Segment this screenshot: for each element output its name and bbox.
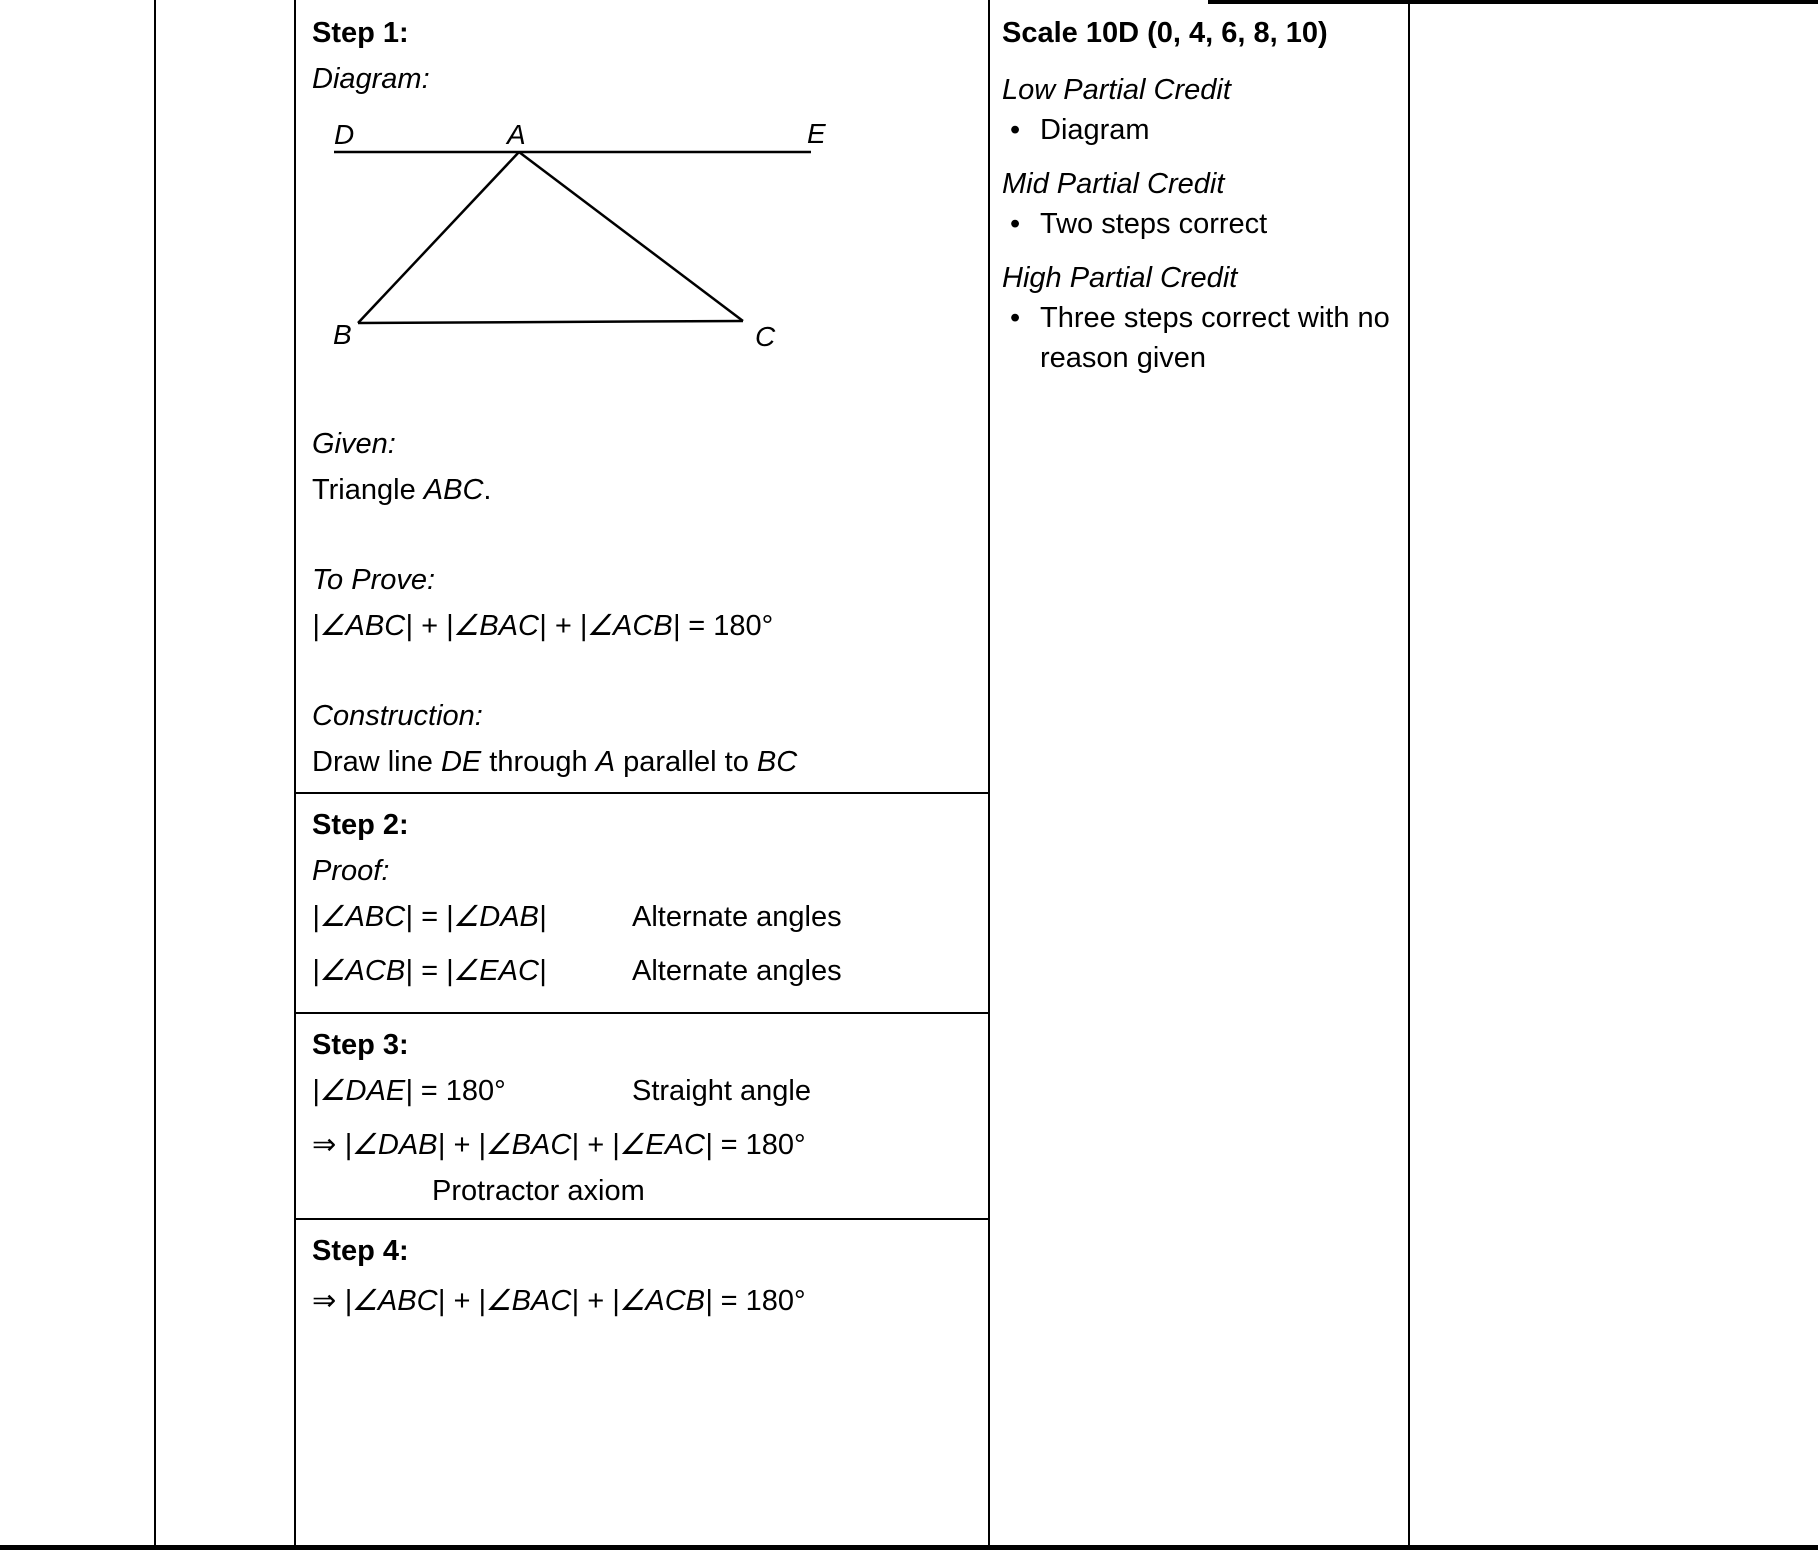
given-text — [312, 467, 988, 513]
construction-text — [312, 739, 988, 785]
step1-title: Step 1: — [312, 17, 409, 49]
step4-row — [312, 1278, 988, 1324]
point-label-D: D — [334, 119, 355, 150]
scale-title: Scale 10D (0, 4, 6, 8, 10) — [1002, 17, 1328, 49]
step3-cell — [296, 1014, 988, 1218]
line-AB — [358, 152, 519, 323]
triangle-diagram — [320, 114, 860, 359]
table-border-bottom — [0, 1545, 1818, 1550]
line-AC — [519, 152, 743, 321]
construction-v1: A — [595, 746, 616, 778]
given-pre: Triangle — [312, 474, 424, 506]
triangle-diagram-svg — [320, 114, 860, 359]
construction-p0: Draw line — [312, 746, 441, 778]
proof-reason-1: Alternate angles — [632, 901, 842, 933]
proof-row-2 — [312, 948, 988, 994]
step3-row-1 — [312, 1068, 988, 1114]
step3-row-2 — [312, 1122, 988, 1168]
point-label-B: B — [333, 319, 352, 350]
mid-partial-credit-item: • Two steps correct — [1002, 204, 1394, 244]
given-label: Given: — [312, 428, 396, 460]
construction-label: Construction: — [312, 700, 483, 732]
proof-reason-2: Alternate angles — [632, 955, 842, 987]
step4-math: |∠ABC| + |∠BAC| + |∠ACB| — [344, 1285, 713, 1317]
proof-row-1 — [312, 894, 988, 940]
construction-v0: DE — [440, 746, 482, 778]
given-post: . — [483, 474, 492, 506]
point-label-E: E — [807, 118, 826, 149]
step3-reason-1: Straight angle — [632, 1075, 811, 1107]
step3-title: Step 3: — [312, 1029, 409, 1061]
given-var: ABC — [423, 474, 484, 506]
proof-math-2: |∠ACB| = |∠EAC| — [312, 955, 547, 987]
to-prove-eq: = 180° — [680, 610, 774, 642]
high-partial-credit-label: High Partial Credit — [1002, 262, 1238, 294]
step3-math-1: |∠DAE| — [312, 1075, 413, 1107]
step3-eq-2: = 180° — [712, 1129, 806, 1161]
step4-title: Step 4: — [312, 1235, 409, 1267]
table-border-left-outer — [154, 0, 156, 1549]
step1-cell — [296, 0, 988, 792]
scale-cell — [990, 0, 1408, 1543]
low-partial-credit-item: • Diagram — [1002, 110, 1394, 150]
diagram-label: Diagram: — [312, 63, 430, 95]
construction-v2: BC — [756, 746, 798, 778]
step3-reason-2: Protractor axiom — [432, 1175, 645, 1207]
step2-title: Step 2: — [312, 809, 409, 841]
to-prove-label: To Prove: — [312, 564, 436, 596]
step2-cell — [296, 794, 988, 1012]
step4-cell — [296, 1220, 988, 1543]
proof-label: Proof: — [312, 855, 390, 887]
step3-math-2: |∠DAB| + |∠BAC| + |∠EAC| — [344, 1129, 713, 1161]
low-partial-credit-label: Low Partial Credit — [1002, 74, 1231, 106]
step4-eq: = 180° — [712, 1285, 806, 1317]
implies-arrow: ⇒ — [312, 1285, 345, 1317]
table-border-right — [1408, 0, 1410, 1549]
to-prove-text — [312, 603, 988, 649]
point-label-C: C — [755, 321, 776, 352]
step3-eq-1: = 180° — [412, 1075, 506, 1107]
line-BC — [358, 321, 743, 323]
to-prove-math: |∠ABC| + |∠BAC| + |∠ACB| — [312, 610, 681, 642]
point-label-A: A — [507, 119, 526, 150]
mid-partial-credit-label: Mid Partial Credit — [1002, 168, 1225, 200]
implies-arrow: ⇒ — [312, 1129, 345, 1161]
high-partial-credit-item: • Three steps correct with no reason given — [1002, 298, 1394, 378]
proof-math-1: |∠ABC| = |∠DAB| — [312, 901, 547, 933]
construction-p1: through — [481, 746, 596, 778]
construction-p2: parallel to — [615, 746, 757, 778]
